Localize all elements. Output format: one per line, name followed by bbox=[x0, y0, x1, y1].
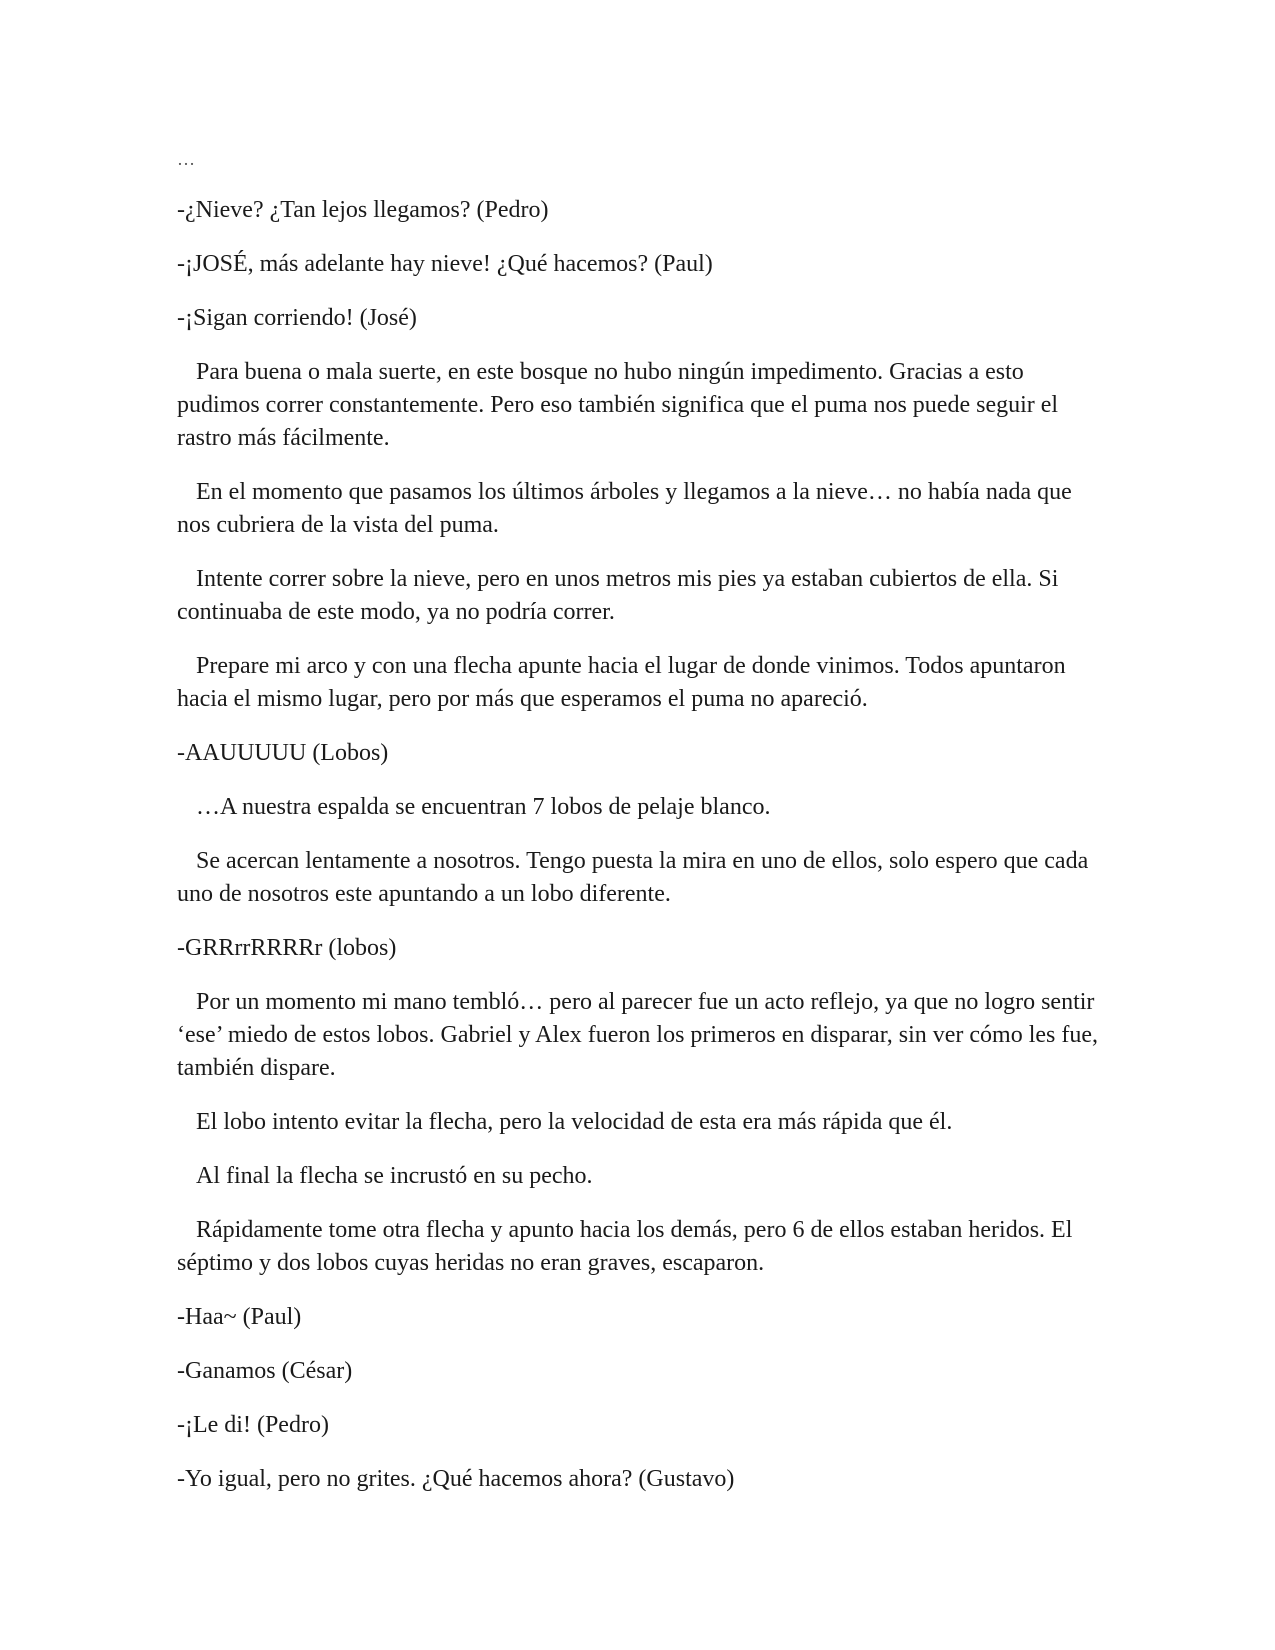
narrative-paragraph: Se acercan lentamente a nosotros. Tengo puesta la mira en uno de ellos, solo espero que cada uno de nosotros este apuntando a un lobo diferente. bbox=[177, 848, 1089, 907]
narrative-paragraph: Rápidamente tome otra flecha y apunto hacia los demás, pero 6 de ellos estaban heridos. El séptimo y dos lobos cuyas heridas no eran graves, escaparon. bbox=[177, 1217, 1073, 1276]
narrative-paragraph: Prepare mi arco y con una flecha apunte hacia el lugar de donde vinimos. Todos apuntaron hacia el mismo lugar, pero por más que esperamos el puma no apareció. bbox=[177, 653, 1066, 712]
dialogue-line: -GRRrrRRRRr (lobos) bbox=[177, 935, 397, 961]
dialogue-line: -¡JOSÉ, más adelante hay nieve! ¿Qué hacemos? (Paul) bbox=[177, 251, 713, 277]
narrative-paragraph: Por un momento mi mano tembló… pero al parecer fue un acto reflejo, ya que no logro sentir ‘ese’ miedo de estos lobos. Gabriel y Alex fueron los primeros en disparar, sin ver cómo les fue, también dispare. bbox=[177, 989, 1099, 1081]
narrative-paragraph: Intente correr sobre la nieve, pero en unos metros mis pies ya estaban cubiertos de ella. Si continuaba de este modo, ya no podría correr. bbox=[177, 566, 1059, 625]
narrative-paragraph: En el momento que pasamos los últimos árboles y llegamos a la nieve… no había nada que nos cubriera de la vista del puma. bbox=[177, 479, 1072, 538]
narrative-paragraph: …A nuestra espalda se encuentran 7 lobos de pelaje blanco. bbox=[196, 794, 771, 820]
ellipsis-marker: … bbox=[177, 149, 195, 169]
dialogue-line: -Ganamos (César) bbox=[177, 1358, 353, 1384]
dialogue-line: -¿Nieve? ¿Tan lejos llegamos? (Pedro) bbox=[177, 197, 549, 223]
dialogue-line: -¡Sigan corriendo! (José) bbox=[177, 305, 417, 331]
document-body bbox=[177, 150, 1102, 1517]
narrative-paragraph: Al final la flecha se incrustó en su pecho. bbox=[196, 1163, 593, 1189]
narrative-paragraph: El lobo intento evitar la flecha, pero la velocidad de esta era más rápida que él. bbox=[196, 1109, 953, 1135]
dialogue-line: -AAUUUUU (Lobos) bbox=[177, 740, 389, 766]
narrative-paragraph: Para buena o mala suerte, en este bosque no hubo ningún impedimento. Gracias a esto pudimos correr constantemente. Pero eso también significa que el puma nos puede seguir el rastro más fácilmente. bbox=[177, 359, 1059, 451]
dialogue-line: -Yo igual, pero no grites. ¿Qué hacemos ahora? (Gustavo) bbox=[177, 1466, 735, 1492]
dialogue-line: -¡Le di! (Pedro) bbox=[177, 1412, 329, 1438]
dialogue-line: -Haa~ (Paul) bbox=[177, 1304, 302, 1330]
